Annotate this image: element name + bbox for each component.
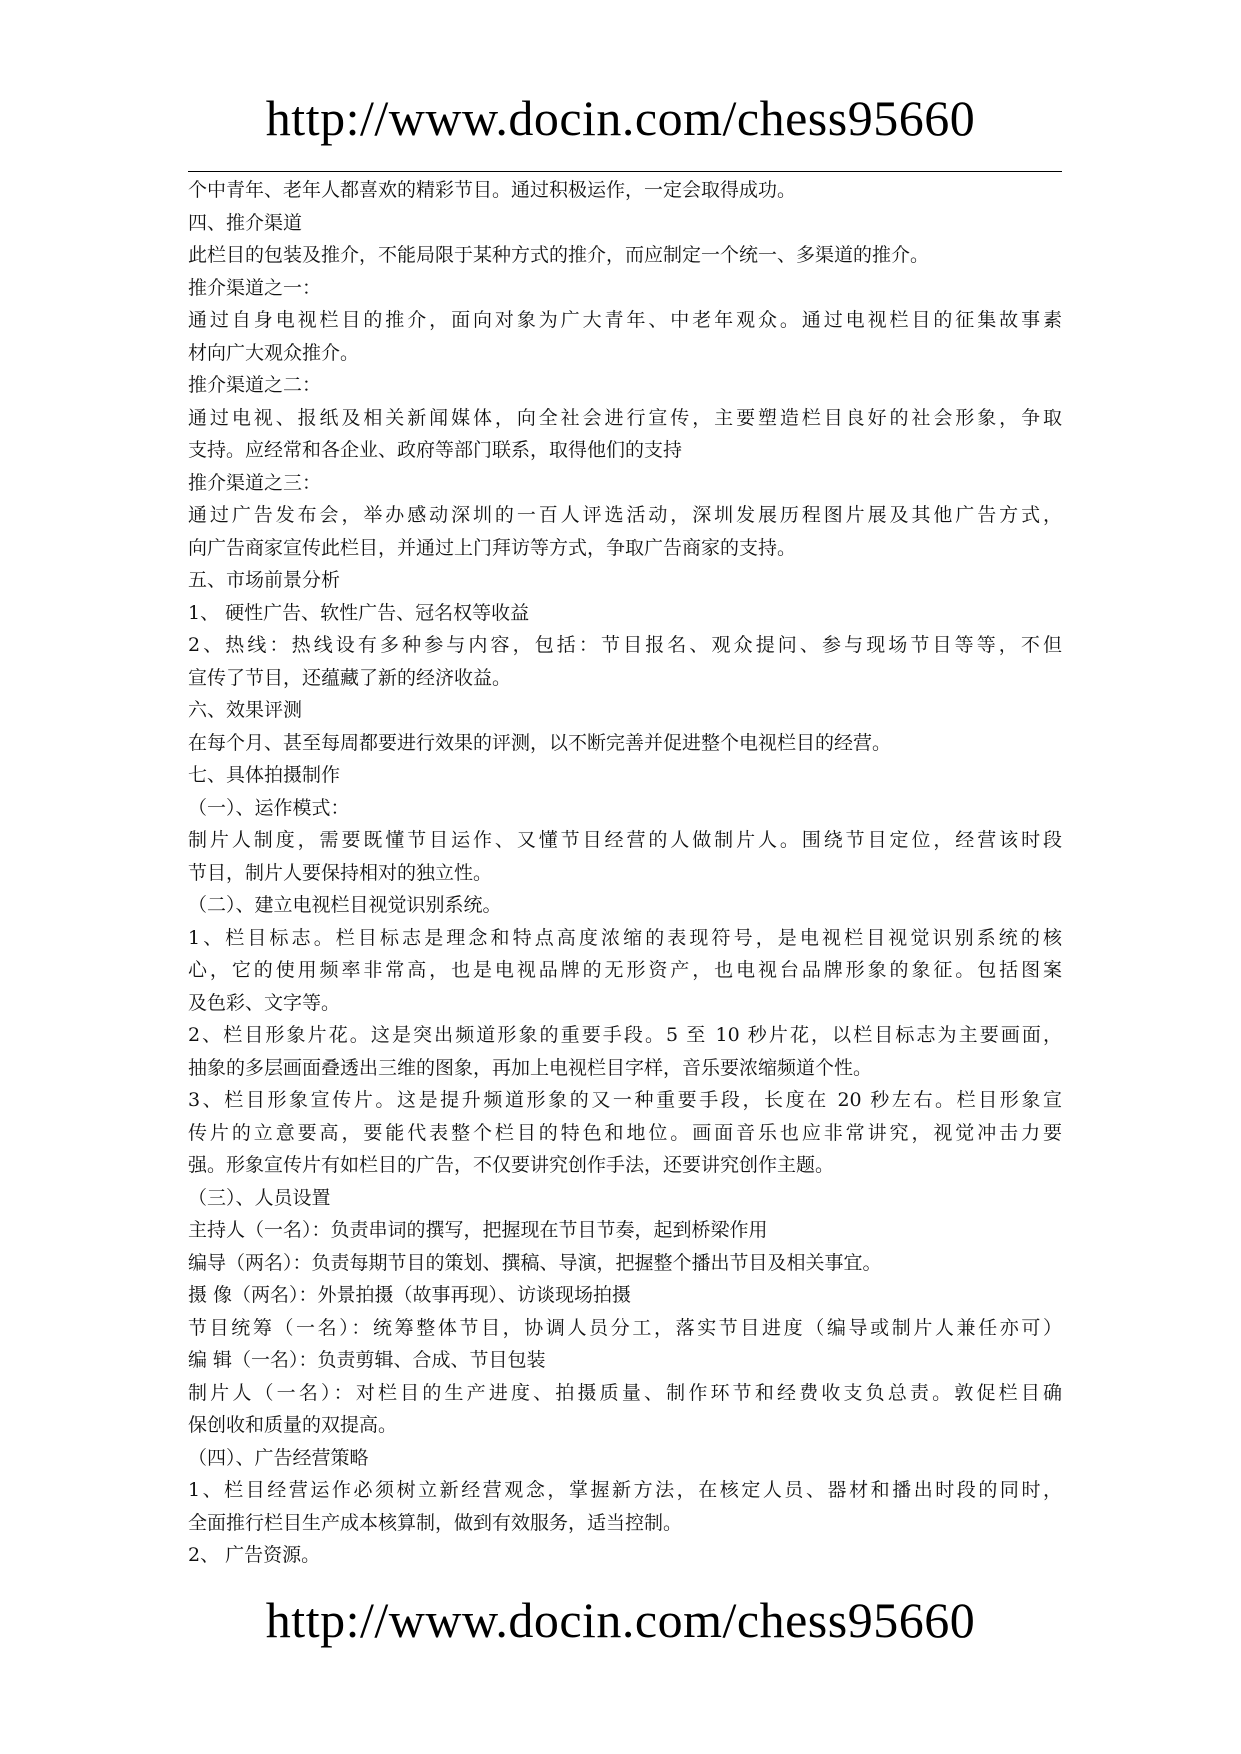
page-header-url: http://www.docin.com/chess95660 [265,90,976,146]
text-line: 2、栏目形象片花。这是突出频道形象的重要手段。5 至 10 秒片花，以栏目标志为主要画面， [188,1024,1062,1046]
text-line: 2、热线：热线设有多种参与内容，包括：节目报名、观众提问、参与现场节目等等，不但 [188,634,1062,656]
text-line: 及色彩、文字等。 [188,991,341,1014]
page-footer-url: http://www.docin.com/chess95660 [265,1592,976,1648]
text-line: 主持人（一名）：负责串词的撰写，把握现在节目节奏，起到桥梁作用 [188,1219,768,1241]
text-line: 全面推行栏目生产成本核算制，做到有效服务，适当控制。 [188,1511,683,1534]
text-line: 制片人制度，需要既懂节目运作、又懂节目经营的人做制片人。围绕节目定位，经营该时段 [188,829,1062,851]
text-line: 宣传了节目，还蕴藏了新的经济收益。 [188,666,512,689]
text-line: 1、 硬性广告、软性广告、冠名权等收益 [188,601,530,624]
text-line: 传片的立意要高，要能代表整个栏目的特色和地位。画面音乐也应非常讲究，视觉冲击力要 [188,1121,1062,1144]
text-line: 材向广大观众推介。 [188,341,360,364]
text-line: 个中青年、老年人都喜欢的精彩节目。通过积极运作，一定会取得成功。 [188,179,797,201]
text-line: 心，它的使用频率非常高，也是电视品牌的无形资产，也电视台品牌形象的象征。包括图案 [188,959,1062,981]
header-divider [188,171,1062,172]
text-line: 节目统筹（一名）：统筹整体节目，协调人员分工，落实节目进度（编导或制片人兼任亦可） [188,1316,1062,1339]
text-line: 2、 广告资源。 [188,1544,321,1566]
text-line: 推介渠道之一： [188,276,322,299]
text-line: （二）、建立电视栏目视觉识别系统。 [188,894,502,916]
text-line: （四）、广告经营策略 [188,1446,369,1469]
text-line: （一）、运作模式： [188,796,350,819]
text-line: 3、栏目形象宣传片。这是提升频道形象的又一种重要手段，长度在 20 秒左右。栏目形象宣 [188,1089,1062,1111]
text-line: 六、效果评测 [188,699,303,721]
text-line: 强。形象宣传片有如栏目的广告，不仅要讲究创作手法，还要讲究创作主题。 [188,1154,835,1176]
document-body [188,174,1062,1572]
text-line: 此栏目的包装及推介，不能局限于某种方式的推介，而应制定一个统一、多渠道的推介。 [188,244,930,266]
text-line: 五、市场前景分析 [188,569,341,591]
text-line: 通过广告发布会，举办感动深圳的一百人评选活动，深圳发展历程图片展及其他广告方式， [188,504,1062,526]
text-line: 通过电视、报纸及相关新闻媒体，向全社会进行宣传，主要塑造栏目良好的社会形象，争取 [188,406,1062,429]
text-line: 四、推介渠道 [188,211,303,234]
text-line: 摄 像（两名）：外景拍摄（故事再现）、访谈现场拍摄 [188,1284,632,1306]
text-line: 七、具体拍摄制作 [188,764,341,786]
text-line: 编导（两名）：负责每期节目的策划、撰稿、导演，把握整个播出节目及相关事宜。 [188,1251,882,1274]
text-line: 保创收和质量的双提高。 [188,1414,398,1436]
text-line: 推介渠道之二： [188,374,322,396]
text-line: 在每个月、甚至每周都要进行效果的评测，以不断完善并促进整个电视栏目的经营。 [188,731,892,754]
text-line: 1、栏目经营运作必须树立新经营观念，掌握新方法，在核定人员、器材和播出时段的同时， [188,1479,1062,1501]
text-line: 推介渠道之三： [188,471,322,494]
text-line: 支持。应经常和各企业、政府等部门联系，取得他们的支持 [188,439,683,461]
text-line: 1、栏目标志。栏目标志是理念和特点高度浓缩的表现符号，是电视栏目视觉识别系统的核 [188,926,1062,949]
text-line: 节目，制片人要保持相对的独立性。 [188,861,493,884]
text-line: 向广告商家宣传此栏目，并通过上门拜访等方式，争取广告商家的支持。 [188,536,797,559]
text-line: 抽象的多层画面叠透出三维的图象，再加上电视栏目字样，音乐要浓缩频道个性。 [188,1056,873,1079]
text-line: 通过自身电视栏目的推介，面向对象为广大青年、中老年观众。通过电视栏目的征集故事素 [188,309,1062,331]
text-line: 编 辑（一名）：负责剪辑、合成、节目包装 [188,1349,546,1371]
text-line: （三）、人员设置 [188,1186,331,1209]
text-line: 制片人（一名）：对栏目的生产进度、拍摄质量、制作环节和经费收支负总责。敦促栏目确 [188,1381,1062,1404]
